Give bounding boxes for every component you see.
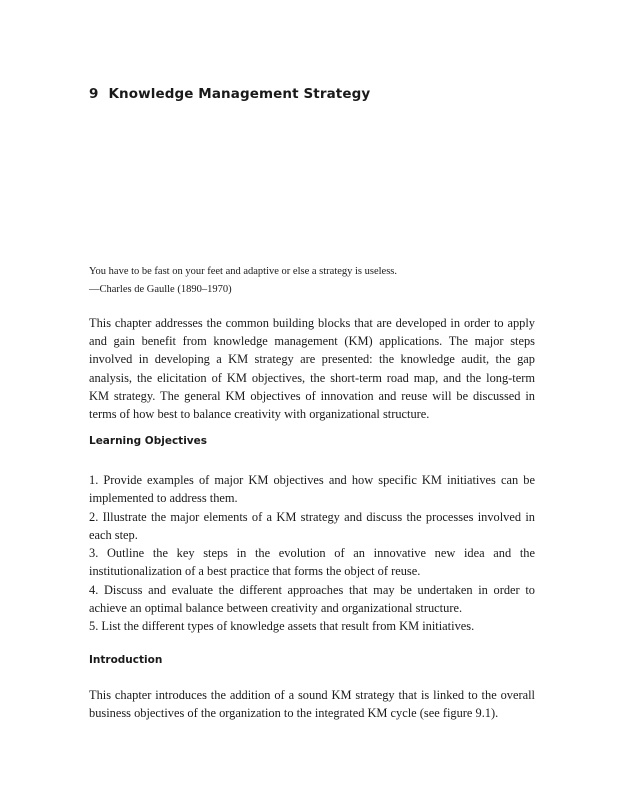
- learning-objective-item: 4. Discuss and evaluate the different approaches that may be undertaken in order to achieve an optimal balance between creativity and organizational structure.: [89, 582, 535, 615]
- introduction-heading: Introduction: [89, 654, 163, 666]
- learning-objective-item: 3. Outline the key steps in the evolution of an innovative new idea and the institutionalization of a best practice that forms the object of reuse.: [89, 546, 535, 579]
- epigraph-attribution: —Charles de Gaulle (1890–1970): [89, 284, 232, 295]
- introduction-paragraph: This chapter introduces the addition of a sound KM strategy that is linked to the overall business objectives of the organization to the integrated KM cycle (see figure 9.1).: [89, 688, 535, 721]
- learning-objective-item: 2. Illustrate the major elements of a KM strategy and discuss the processes involved in each step.: [89, 509, 535, 542]
- epigraph-quote: You have to be fast on your feet and adaptive or else a strategy is useless.: [89, 266, 398, 277]
- epigraph: [89, 263, 535, 299]
- chapter-intro-paragraph: This chapter addresses the common building blocks that are developed in order to apply and gain benefit from knowledge management (KM) applications. The major steps involved in developing a KM strategy are presented: the knowledge audit, the gap analysis, the elicitation of KM objectives, the short-term road map, and the long-term KM strategy. The general KM objectives of innovation and reuse will be discussed in terms of how best to balance creativity with organizational structure.: [89, 316, 535, 422]
- chapter-title: [89, 86, 370, 102]
- learning-objectives-list: [89, 471, 535, 636]
- chapter-title-text: Knowledge Management Strategy: [108, 86, 371, 102]
- learning-objective-item: 5. List the different types of knowledge assets that result from KM initiatives.: [89, 619, 475, 634]
- learning-objectives-heading: Learning Objectives: [89, 435, 208, 447]
- learning-objective-item: 1. Provide examples of major KM objectives and how specific KM initiatives can be implemented to address them.: [89, 473, 535, 506]
- chapter-number: 9: [89, 86, 99, 102]
